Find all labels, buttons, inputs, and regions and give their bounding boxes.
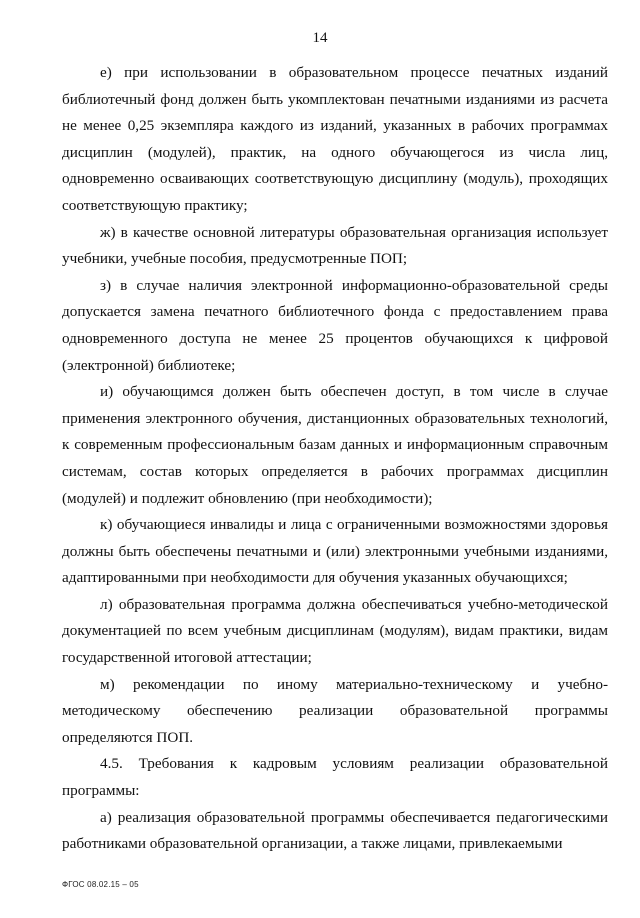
paragraph-zh: ж) в качестве основной литературы образовательная организация использует учебники, учебные пособия, предусмотренные ПОП;	[62, 223, 608, 268]
paragraph-l: л) образовательная программа должна обеспечиваться учебно-методической документацией по всем учебным дисциплинам (модулям), видам практики, видам государственной итоговой аттестации;	[62, 595, 608, 667]
paragraph-k: к) обучающиеся инвалиды и лица с ограниченными возможностями здоровья должны быть обеспечены печатными и (или) электронными учебными изданиями, адаптированными при необходимости для обучения указанных обучающихся;	[62, 516, 608, 587]
paragraph-e: е) при использовании в образовательном процессе печатных изданий библиотечный фонд должен быть укомплектован печатными изданиями из расчета не менее 0,25 экземпляра каждого из изданий, указанных в рабочих программах дисциплин (модулей), практик, на одного обучающегося из числа лиц, одновременно осваивающих соответствующую дисциплину (модуль), проходящих соответствующую практику;	[62, 64, 608, 214]
document-footer-code: ФГОС 08.02.15 – 05	[62, 880, 139, 889]
paragraph-m: м) рекомендации по иному материально-техническому и учебно-методическому обеспечению реализации образовательной программы определяются ПОП.	[62, 675, 608, 746]
section-heading-4-5: 4.5. Требования к кадровым условиям реализации образовательной программы:	[62, 755, 608, 800]
document-body	[62, 60, 608, 858]
paragraph-a: а) реализация образовательной программы обеспечивается педагогическими работниками образовательной организации, а также лицами, привлекаемыми	[62, 808, 608, 853]
paragraph-i: и) обучающимся должен быть обеспечен доступ, в том числе в случае применения электронного обучения, дистанционных образовательных технологий, к современным профессиональным базам данных и информационным справочным системам, состав которых определяется в рабочих программах дисциплин (модулей) и подлежит обновлению (при необходимости);	[62, 383, 608, 507]
paragraph-z: з) в случае наличия электронной информационно-образовательной среды допускается замена печатного библиотечного фонда с предоставлением права одновременного доступа не менее 25 процентов обучающихся к цифровой (электронной) библиотеке;	[62, 276, 608, 374]
page-number: 14	[312, 30, 328, 46]
